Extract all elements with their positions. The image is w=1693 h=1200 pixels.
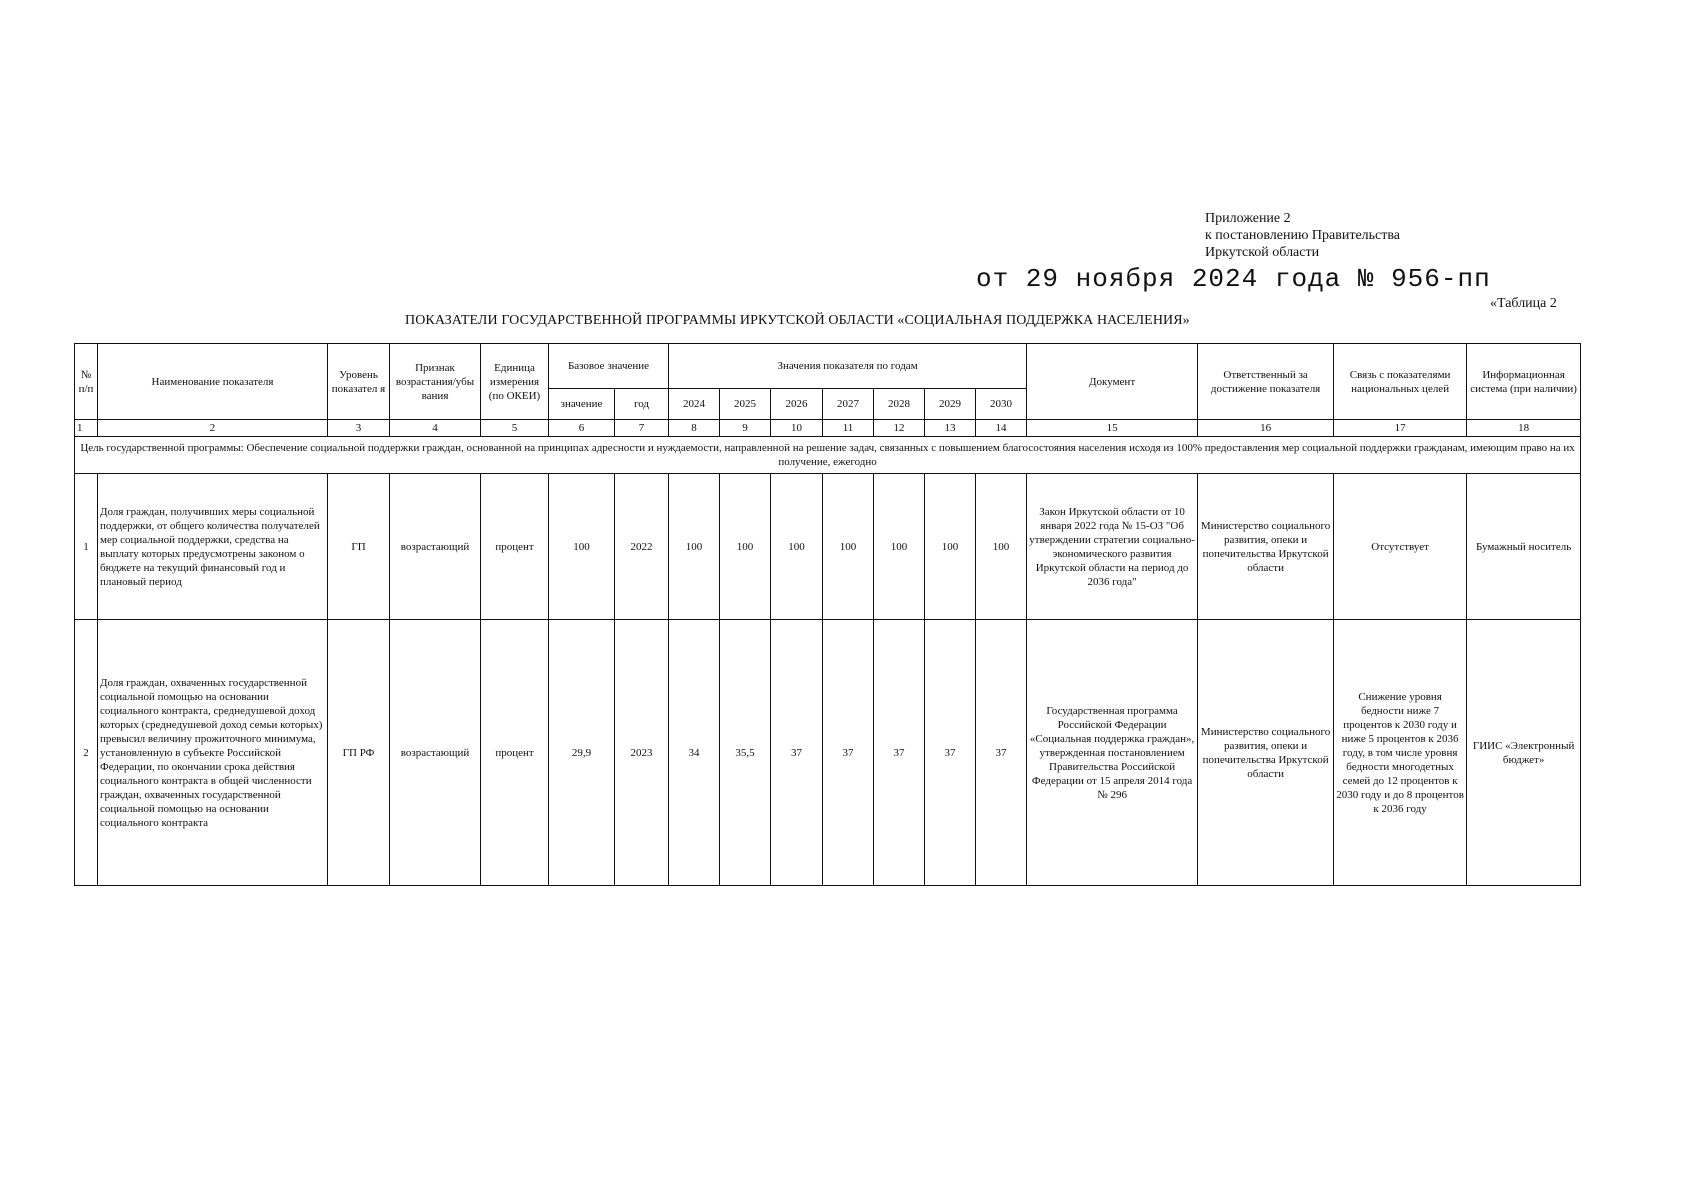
col-number: 1 [75, 420, 98, 437]
info-system: Бумажный носитель [1467, 474, 1581, 620]
header-national-goals: Связь с показателями национальных целей [1334, 344, 1467, 420]
header-name: Наименование показателя [98, 344, 328, 420]
header-year: 2030 [976, 389, 1027, 420]
header-level: Уровень показател я [328, 344, 390, 420]
year-value: 100 [669, 474, 720, 620]
col-number: 6 [549, 420, 615, 437]
indicator-name: Доля граждан, охваченных государственной социальной помощью на основании социального контракта, среднедушевой доход которых (среднедушевой доход семьи которых) превысил величину прожиточного минимума, установленную в субъекте Российской Федерации, по окончании срока действия социального контракта в общей численности граждан, охваченных государственной социальной помощью на основании социального контракта [98, 620, 328, 886]
year-value: 100 [720, 474, 771, 620]
year-value: 37 [823, 620, 874, 886]
base-year: 2023 [615, 620, 669, 886]
header-year: 2026 [771, 389, 823, 420]
header-year: 2024 [669, 389, 720, 420]
info-system: ГИИС «Электронный бюджет» [1467, 620, 1581, 886]
year-value: 100 [925, 474, 976, 620]
column-numbers-row [75, 420, 1581, 437]
header-year: 2028 [874, 389, 925, 420]
indicator-unit: процент [481, 474, 549, 620]
annex-line: Приложение 2 [1205, 211, 1291, 226]
header-year: 2025 [720, 389, 771, 420]
year-value: 37 [925, 620, 976, 886]
indicator-responsible: Министерство социального развития, опеки и попечительства Иркутской области [1198, 474, 1334, 620]
header-year: 2027 [823, 389, 874, 420]
indicator-responsible: Министерство социального развития, опеки и попечительства Иркутской области [1198, 620, 1334, 886]
col-number: 4 [390, 420, 481, 437]
year-value: 34 [669, 620, 720, 886]
year-value: 100 [771, 474, 823, 620]
annex-line: к постановлению Правительства [1205, 228, 1401, 243]
col-number: 10 [771, 420, 823, 437]
col-number: 3 [328, 420, 390, 437]
indicator-sign: возрастающий [390, 620, 481, 886]
header-base-value: значение [549, 389, 615, 420]
header-sign: Признак возрастания/убы вания [390, 344, 481, 420]
table-row [75, 474, 1581, 620]
header-row [75, 344, 1581, 389]
header-document: Документ [1027, 344, 1198, 420]
year-value: 100 [874, 474, 925, 620]
document-title: ПОКАЗАТЕЛИ ГОСУДАРСТВЕННОЙ ПРОГРАММЫ ИРКУТСКОЙ ОБЛАСТИ «СОЦИАЛЬНАЯ ПОДДЕРЖКА НАСЕЛЕНИЯ» [405, 313, 1190, 328]
col-number: 11 [823, 420, 874, 437]
col-number: 16 [1198, 420, 1334, 437]
header-num: № п/п [75, 344, 98, 420]
indicators-table [74, 343, 1581, 886]
base-value: 29,9 [549, 620, 615, 886]
year-value: 100 [976, 474, 1027, 620]
col-number: 13 [925, 420, 976, 437]
year-value: 100 [823, 474, 874, 620]
header-base-year: год [615, 389, 669, 420]
national-goal-link: Отсутствует [1334, 474, 1467, 620]
base-year: 2022 [615, 474, 669, 620]
annex-line: Иркутской области [1205, 245, 1320, 260]
year-value: 37 [771, 620, 823, 886]
national-goal-link: Снижение уровня бедности ниже 7 процентов к 2030 году и ниже 5 процентов к 2036 году, в том числе уровня бедности многодетных семей до 12 процентов к 2030 году и до 8 процентов к 2036 году [1334, 620, 1467, 886]
col-number: 5 [481, 420, 549, 437]
col-number: 12 [874, 420, 925, 437]
indicator-name: Доля граждан, получивших меры социальной поддержки, от общего количества получателей мер социальной поддержки, средства на выплату которых предусмотрены законом о бюджете на текущий финансовый год и плановый период [98, 474, 328, 620]
col-number: 8 [669, 420, 720, 437]
header-year: 2029 [925, 389, 976, 420]
header-base: Базовое значение [549, 344, 669, 389]
year-value: 37 [976, 620, 1027, 886]
year-value: 35,5 [720, 620, 771, 886]
indicator-sign: возрастающий [390, 474, 481, 620]
indicator-level: ГП [328, 474, 390, 620]
header-info-system: Информационная система (при наличии) [1467, 344, 1581, 420]
row-num: 2 [75, 620, 98, 886]
col-number: 9 [720, 420, 771, 437]
col-number: 15 [1027, 420, 1198, 437]
col-number: 18 [1467, 420, 1581, 437]
col-number: 2 [98, 420, 328, 437]
indicator-document: Государственная программа Российской Федерации «Социальная поддержка граждан», утвержденная постановлением Правительства Российской Федерации от 15 апреля 2014 года № 296 [1027, 620, 1198, 886]
col-number: 14 [976, 420, 1027, 437]
base-value: 100 [549, 474, 615, 620]
col-number: 17 [1334, 420, 1467, 437]
col-number: 7 [615, 420, 669, 437]
indicator-document: Закон Иркутской области от 10 января 2022 года № 15-ОЗ "Об утверждении стратегии социально-экономического развития Иркутской области на период до 2036 года" [1027, 474, 1198, 620]
annex-block [1205, 210, 1400, 261]
table-reference: «Таблица 2 [1490, 296, 1557, 311]
indicator-level: ГП РФ [328, 620, 390, 886]
header-responsible: Ответственный за достижение показателя [1198, 344, 1334, 420]
date-stamp: от 29 ноября 2024 года № 956-пп [976, 264, 1491, 294]
header-years-group: Значения показателя по годам [669, 344, 1027, 389]
header-unit: Единица измерения (по ОКЕИ) [481, 344, 549, 420]
indicator-unit: процент [481, 620, 549, 886]
row-num: 1 [75, 474, 98, 620]
goal-row [75, 437, 1581, 474]
table-row [75, 620, 1581, 886]
program-goal: Цель государственной программы: Обеспечение социальной поддержки граждан, основанной на принципах адресности и нуждаемости, направленной на решение задач, связанных с повышением благосостояния населения исходя из 100% предоставления мер социальной поддержки гражданам, имеющим право на их получение, ежегодно [75, 437, 1581, 474]
year-value: 37 [874, 620, 925, 886]
